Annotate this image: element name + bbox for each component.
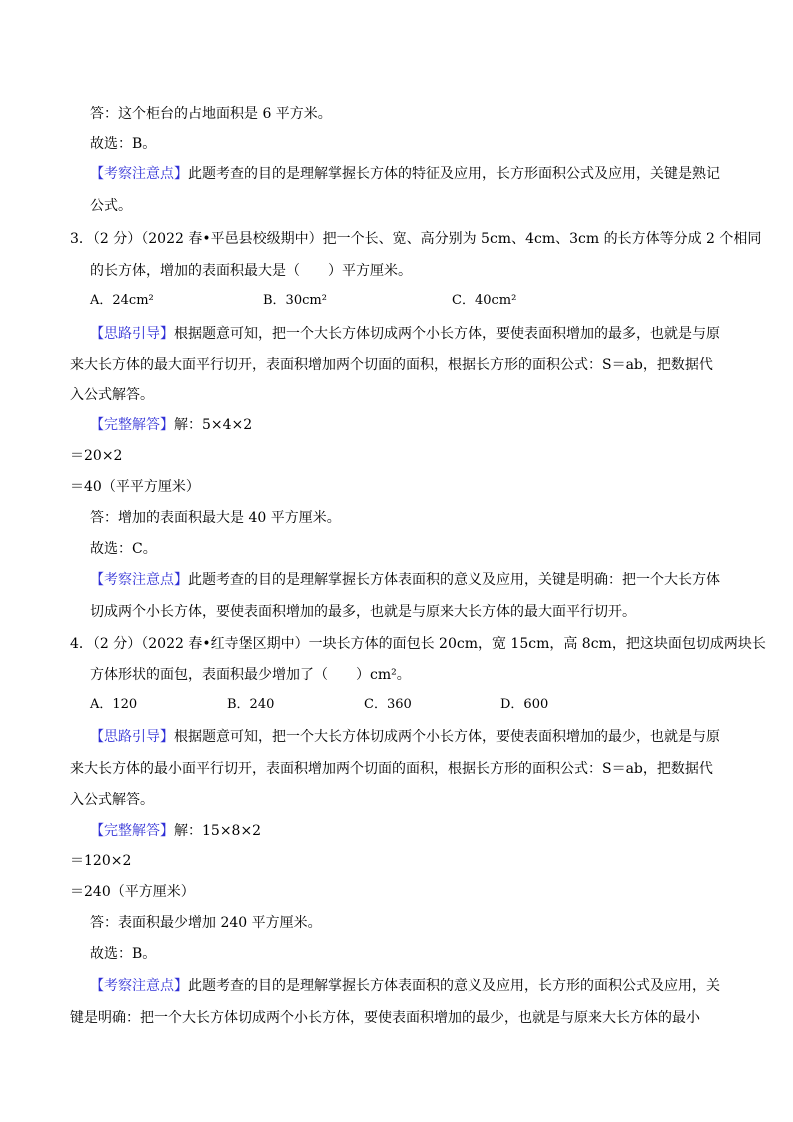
- q3-hint-line3: 入公式解答。: [70, 387, 154, 403]
- q3-note-line2: 切成两个小长方体，要使表面积增加的最多，也就是与原来大长方体的最大面平行切开。: [90, 604, 636, 620]
- hint-tag: 【思路引导】: [90, 326, 174, 342]
- q2-note-line2: 公式。: [90, 198, 132, 214]
- hint-tag: 【思路引导】: [90, 729, 174, 745]
- hint-text: 根据题意可知，把一个大长方体切成两个小长方体，要使表面积增加的最少，也就是与原: [174, 729, 720, 745]
- note-text: 此题考查的目的是理解掌握长方体表面积的意义及应用，关键是明确：把一个大长方体: [188, 572, 720, 588]
- q4-stem-line2: 方体形状的面包，表面积最少增加了（ ）cm²。: [90, 667, 411, 683]
- solution-tag: 【完整解答】: [90, 417, 174, 433]
- q3-option-a: A．24cm²: [90, 293, 154, 308]
- q4-note-line2: 键是明确：把一个大长方体切成两个小长方体，要使表面积增加的最少，也就是与原来大长方体的最小: [70, 1010, 700, 1026]
- q4-solution-line1: [90, 821, 261, 841]
- note-tag: 【考察注意点】: [90, 978, 188, 994]
- q4-solution-line3: ＝240（平方厘米）: [70, 884, 195, 900]
- q4-option-a: A．120: [90, 697, 138, 712]
- q2-answer: 答：这个柜台的占地面积是 6 平方米。: [90, 106, 332, 122]
- solution-text: 解：5×4×2: [174, 417, 253, 433]
- note-text: 此题考查的目的是理解掌握长方体的特征及应用，长方形面积公式及应用，关键是熟记: [188, 166, 720, 182]
- q4-choice: 故选：B。: [90, 946, 157, 962]
- q4-hint-line3: 入公式解答。: [70, 792, 154, 808]
- note-tag: 【考察注意点】: [90, 166, 188, 182]
- q3-option-c: C．40cm²: [452, 293, 517, 308]
- hint-text: 根据题意可知，把一个大长方体切成两个小长方体，要使表面积增加的最多，也就是与原: [174, 326, 720, 342]
- q4-answer: 答：表面积最少增加 240 平方厘米。: [90, 915, 322, 931]
- q3-solution-line1: [90, 415, 252, 435]
- q3-choice: 故选：C。: [90, 541, 157, 557]
- solution-tag: 【完整解答】: [90, 823, 174, 839]
- q3-option-b: B．30cm²: [263, 293, 327, 308]
- q3-solution-line3: ＝40（平平方厘米）: [70, 479, 200, 495]
- q3-answer: 答：增加的表面积最大是 40 平方厘米。: [90, 510, 341, 526]
- q3-note-line1: [90, 570, 720, 590]
- q3-stem-line2: 的长方体，增加的表面积最大是（ ）平方厘米。: [90, 263, 412, 279]
- solution-text: 解：15×8×2: [174, 823, 262, 839]
- q4-note-line1: [90, 976, 720, 996]
- note-tag: 【考察注意点】: [90, 572, 188, 588]
- q3-solution-line2: ＝20×2: [70, 448, 123, 464]
- q4-option-c: C．360: [364, 697, 412, 712]
- q3-hint-line1: [90, 324, 720, 344]
- q2-note-line1: [90, 164, 720, 184]
- q4-option-b: B．240: [227, 697, 275, 712]
- q4-hint-line1: [90, 727, 720, 747]
- q3-hint-line2: 来大长方体的最大面平行切开，表面积增加两个切面的面积，根据长方形的面积公式：S＝ab，把数据代: [70, 357, 713, 373]
- q4-stem-line1: 4．（2 分）（2022 春•红寺堡区期中）一块长方体的面包长 20cm，宽 15cm，高 8cm，把这块面包切成两块长: [70, 636, 766, 652]
- note-text: 此题考查的目的是理解掌握长方体表面积的意义及应用，长方形的面积公式及应用，关: [188, 978, 720, 994]
- q2-choice: 故选：B。: [90, 136, 157, 152]
- q4-solution-line2: ＝120×2: [70, 853, 132, 869]
- q3-stem-line1: 3．（2 分）（2022 春•平邑县校级期中）把一个长、宽、高分别为 5cm、4cm、3cm 的长方体等分成 2 个相同: [70, 231, 762, 247]
- q4-option-d: D．600: [500, 697, 549, 712]
- q4-hint-line2: 来大长方体的最小面平行切开，表面积增加两个切面的面积，根据长方形的面积公式：S＝ab，把数据代: [70, 761, 713, 777]
